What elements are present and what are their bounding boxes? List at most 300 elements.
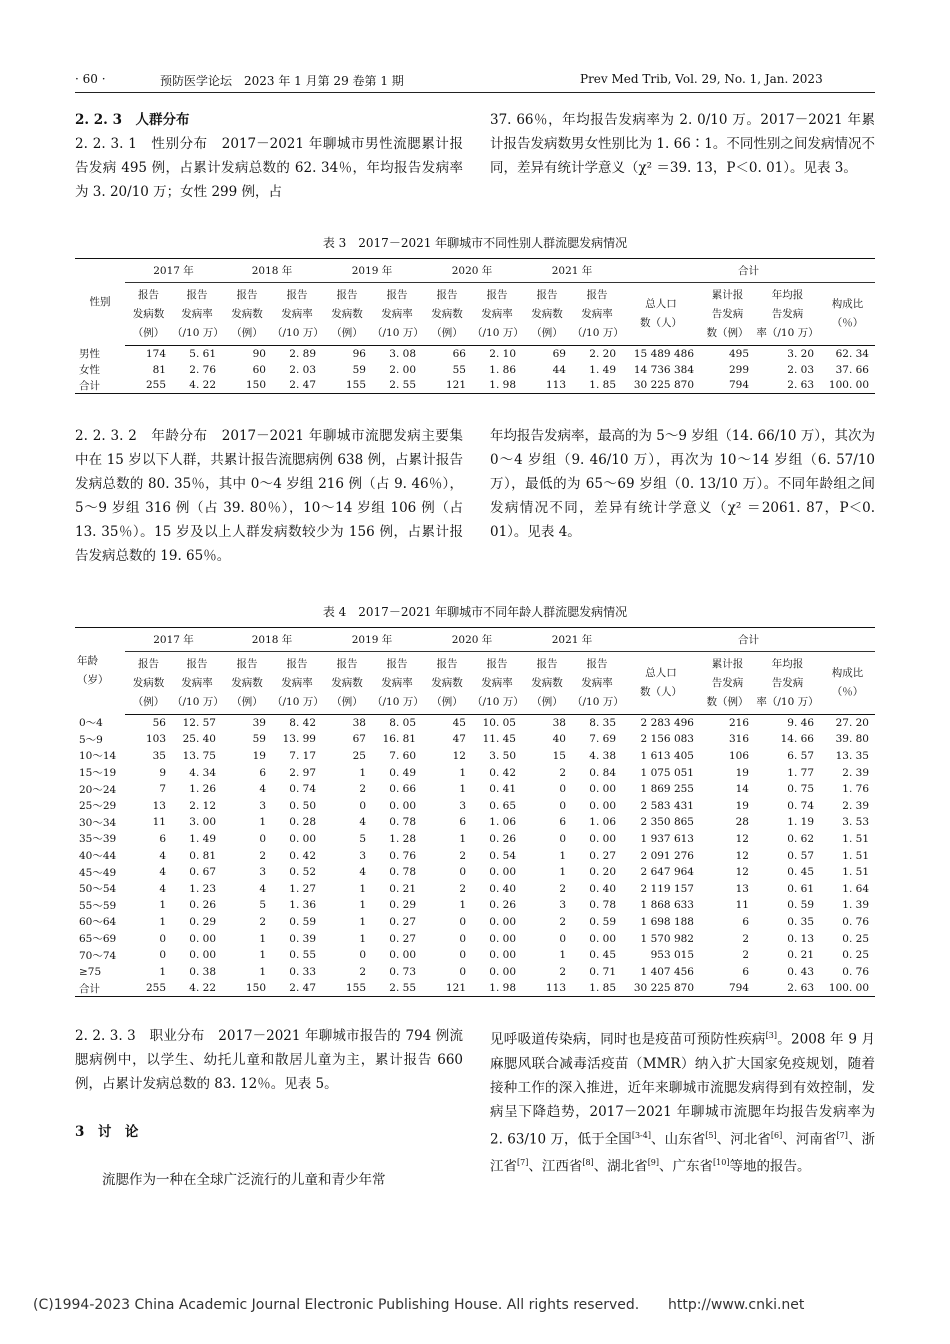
table-cell: 2. 63 xyxy=(755,378,820,394)
row-label-cell: 15～19 xyxy=(79,767,117,780)
table-cell: 2 119 157 xyxy=(640,882,694,895)
table-cell: 1. 85 xyxy=(572,378,622,394)
table-cell: 0. 74 xyxy=(787,799,814,812)
table-cell: 66 xyxy=(452,347,466,360)
table-cell: 4. 38 xyxy=(589,749,616,762)
table-cell: 38 xyxy=(352,717,366,730)
table-cell: 4 xyxy=(259,783,266,796)
paragraph-discussion-right xyxy=(490,1024,875,1179)
table-cell: 2 xyxy=(259,915,266,928)
citation-ref: [8] xyxy=(582,1158,594,1167)
table-cell: 0 xyxy=(259,832,266,845)
table-cell: 2 xyxy=(559,882,566,895)
table3-header-rate: 报告 发病率 （/10 万） xyxy=(372,283,422,346)
table4-header-rate: 报告 发病率 （/10 万） xyxy=(372,652,422,715)
table3-header-cases: 报告 发病数 （例） xyxy=(422,283,472,346)
table-cell: 2 091 276 xyxy=(640,849,694,862)
table-cell: 1. 36 xyxy=(289,899,316,912)
table-cell: 155 xyxy=(322,980,372,997)
table4-header-age: 年龄 （岁） xyxy=(75,628,125,715)
table-cell: 2. 39 xyxy=(842,766,869,779)
row-label-cell: 50～54 xyxy=(79,883,117,896)
left-column-top xyxy=(75,108,463,204)
table-cell: 0. 29 xyxy=(389,899,416,912)
table-cell: 13. 75 xyxy=(182,749,216,762)
table3-header-pop: 总人口 数（人） xyxy=(622,283,700,346)
table-cell: 1 698 188 xyxy=(640,915,694,928)
left-column-mid xyxy=(75,424,463,568)
table-cell: 0 xyxy=(459,932,466,945)
table-cell: 0. 25 xyxy=(842,932,869,945)
table-cell: 6 xyxy=(159,832,166,845)
table-cell: 14 736 384 xyxy=(633,363,694,376)
table-cell: 1 xyxy=(559,949,566,962)
table-cell: 1 868 633 xyxy=(640,899,694,912)
table-cell: 4. 34 xyxy=(189,766,216,779)
table-cell: 0. 54 xyxy=(489,849,516,862)
table-cell: 0. 59 xyxy=(787,899,814,912)
table4-header-year: 2017 年 xyxy=(125,628,222,652)
right-column-mid xyxy=(490,424,875,544)
table-cell: 0. 21 xyxy=(389,882,416,895)
table-cell: 37. 66 xyxy=(835,363,869,376)
table-cell: 5. 61 xyxy=(189,347,216,360)
table-cell: 0. 61 xyxy=(787,882,814,895)
right-column-top xyxy=(490,108,875,180)
table-cell: 1. 98 xyxy=(472,980,522,997)
paragraph-discussion-left: 流腮作为一种在全球广泛流行的儿童和青少年常 xyxy=(102,1172,386,1188)
table-cell: 794 xyxy=(700,378,755,394)
table-cell: 1 xyxy=(359,899,366,912)
table-cell: 1 xyxy=(459,832,466,845)
discussion-text-province: 、广东省 xyxy=(659,1158,714,1175)
table-cell: 59 xyxy=(252,733,266,746)
table-cell: 1 937 613 xyxy=(640,832,694,845)
table3-header-total: 合计 xyxy=(622,259,875,283)
table-cell: 45 xyxy=(452,717,466,730)
table-cell: 0. 62 xyxy=(787,832,814,845)
table-cell: 1 xyxy=(259,965,266,978)
table-cell: 121 xyxy=(422,980,472,997)
table-cell: 2. 89 xyxy=(289,347,316,360)
table-cell: 25. 40 xyxy=(182,733,216,746)
table-cell: 103 xyxy=(145,733,166,746)
row-label-cell: 合计 xyxy=(75,378,125,394)
row-label-cell: 女性 xyxy=(79,364,100,376)
table3-header-share: 构成比 （％） xyxy=(820,283,875,346)
left-column-bottom xyxy=(75,1024,463,1192)
table-cell: 4. 22 xyxy=(172,980,222,997)
table-cell: 44 xyxy=(552,363,566,376)
section-heading-2-2-3: 2. 2. 3 人群分布 xyxy=(75,112,190,128)
table3-header-rate: 报告 发病率 （/10 万） xyxy=(472,283,522,346)
section-heading-discussion: 3 讨 论 xyxy=(75,1124,139,1140)
table-cell: 1 xyxy=(459,783,466,796)
table-cell: 0 xyxy=(459,866,466,879)
table-cell: 2. 00 xyxy=(389,363,416,376)
row-label-cell: 60～64 xyxy=(79,916,117,929)
table-cell: 2 647 964 xyxy=(640,866,694,879)
table-cell: 5 xyxy=(259,899,266,912)
table-cell: 6 xyxy=(459,816,466,829)
table-cell: 255 xyxy=(125,378,172,394)
table-row xyxy=(75,378,875,394)
table4-header-share: 构成比 （％） xyxy=(820,652,875,715)
table-cell: 0 xyxy=(559,783,566,796)
table-cell: 0 xyxy=(359,949,366,962)
table-cell: 0. 73 xyxy=(389,965,416,978)
table-cell: 0. 00 xyxy=(189,932,216,945)
table-cell: 4 xyxy=(359,816,366,829)
table-cell: 12 xyxy=(735,866,749,879)
table-row xyxy=(75,831,875,848)
table-cell: 1. 28 xyxy=(389,832,416,845)
table-cell: 13. 99 xyxy=(282,733,316,746)
table4-body xyxy=(75,715,875,997)
table-cell: 0. 52 xyxy=(289,866,316,879)
table-cell: 0. 81 xyxy=(189,849,216,862)
table-cell: 56 xyxy=(152,717,166,730)
table3-header-year: 2018 年 xyxy=(222,259,322,283)
table4-header-year: 2021 年 xyxy=(522,628,622,652)
citation-ref: [3] xyxy=(765,1031,777,1040)
table-cell: 316 xyxy=(728,733,749,746)
table-cell: 30 225 870 xyxy=(622,980,700,997)
table-cell: 1. 06 xyxy=(489,816,516,829)
table-cell: 1. 49 xyxy=(189,832,216,845)
table-cell: 19 xyxy=(252,749,266,762)
table-cell: 0. 78 xyxy=(389,866,416,879)
table-row xyxy=(75,914,875,931)
table-row xyxy=(75,930,875,947)
table-cell: 0. 45 xyxy=(589,949,616,962)
table-cell: 1 xyxy=(559,866,566,879)
table-cell: 1 075 051 xyxy=(640,766,694,779)
table-cell: 2. 55 xyxy=(372,378,422,394)
table-cell: 0. 42 xyxy=(489,766,516,779)
table-cell: 0. 42 xyxy=(289,849,316,862)
discussion-text-province: 、河南省 xyxy=(782,1131,837,1147)
table-cell: 0 xyxy=(459,949,466,962)
table-cell: 0 xyxy=(459,915,466,928)
table-cell: 5 xyxy=(359,832,366,845)
table3-header-sex: 性别 xyxy=(75,259,125,346)
table3-header-rate: 报告 发病率 （/10 万） xyxy=(272,283,322,346)
table-cell: 1. 27 xyxy=(289,882,316,895)
table-cell: 0. 76 xyxy=(842,965,869,978)
table4-header-cases: 报告 发病数 （例） xyxy=(125,652,172,715)
table-cell: 0. 57 xyxy=(787,849,814,862)
table-cell: 81 xyxy=(152,363,166,376)
table-cell: 0. 20 xyxy=(589,866,616,879)
table-cell: 12. 57 xyxy=(182,717,216,730)
table-cell: 0. 71 xyxy=(589,965,616,978)
table-cell: 2. 12 xyxy=(189,799,216,812)
table-cell: 0. 00 xyxy=(589,832,616,845)
table-cell: 1 xyxy=(159,899,166,912)
table-cell: 1 xyxy=(259,816,266,829)
table-cell: 0. 00 xyxy=(189,949,216,962)
table-cell: 0. 26 xyxy=(189,899,216,912)
table-cell: 13 xyxy=(735,882,749,895)
table-cell: 1. 49 xyxy=(589,363,616,376)
table-cell: 15 xyxy=(552,749,566,762)
table-row xyxy=(75,947,875,964)
table3 xyxy=(75,258,875,394)
page-number: · 60 · xyxy=(75,72,106,86)
table-row xyxy=(75,797,875,814)
journal-title-en: Prev Med Trib, Vol. 29, No. 1, Jan. 2023 xyxy=(580,72,823,86)
table-cell: 0. 00 xyxy=(589,932,616,945)
table-cell: 11. 45 xyxy=(482,733,516,746)
row-label-cell: 合计 xyxy=(75,980,125,997)
discussion-text-province: 、湖北省 xyxy=(593,1158,648,1175)
table-cell: 150 xyxy=(222,378,272,394)
table-row xyxy=(75,814,875,831)
table-cell: 1. 51 xyxy=(842,832,869,845)
table3-header-cases: 报告 发病数 （例） xyxy=(522,283,572,346)
row-label-cell: 65～69 xyxy=(79,933,117,946)
citation-ref: [5] xyxy=(705,1130,717,1140)
table-cell: 2. 10 xyxy=(489,347,516,360)
table-cell: 39. 80 xyxy=(835,733,869,746)
table-cell: 2 xyxy=(359,965,366,978)
table-cell: 0. 35 xyxy=(787,915,814,928)
journal-title-cn: 预防医学论坛 2023 年 1 月第 29 卷第 1 期 xyxy=(160,74,404,88)
row-label-cell: 20～24 xyxy=(79,783,117,796)
table-cell: 16. 81 xyxy=(382,733,416,746)
table-cell: 2. 39 xyxy=(842,799,869,812)
row-label-cell: 10～14 xyxy=(79,750,117,763)
table-cell: 1. 77 xyxy=(787,766,814,779)
table-cell: 0. 76 xyxy=(842,915,869,928)
table3-header-year: 2019 年 xyxy=(322,259,422,283)
table-cell: 1 xyxy=(459,899,466,912)
table-row xyxy=(75,731,875,748)
table-cell: 2 xyxy=(742,932,749,945)
table-row xyxy=(75,764,875,781)
table-cell: 0. 28 xyxy=(289,816,316,829)
table-cell: 0. 33 xyxy=(289,965,316,978)
table-cell: 0 xyxy=(559,832,566,845)
table-cell: 0. 00 xyxy=(489,965,516,978)
table-cell: 0. 78 xyxy=(589,899,616,912)
discussion-text-province: 、浙江省 xyxy=(490,1131,876,1175)
table-cell: 0. 27 xyxy=(389,932,416,945)
table-cell: 2 xyxy=(359,783,366,796)
table-cell: 1 869 255 xyxy=(640,783,694,796)
table-cell: 3. 20 xyxy=(787,347,814,360)
table-cell: 0. 50 xyxy=(289,799,316,812)
table-cell: 0. 00 xyxy=(389,949,416,962)
table-cell: 2 xyxy=(742,949,749,962)
table-cell: 1 407 456 xyxy=(640,965,694,978)
table-cell: 155 xyxy=(322,378,372,394)
citation-ref: [10] xyxy=(713,1158,730,1167)
table-row xyxy=(75,847,875,864)
table-cell: 113 xyxy=(522,378,572,394)
table-cell: 0. 26 xyxy=(489,899,516,912)
table3-header-annual: 年均报 告发病 率（/10 万） xyxy=(755,283,820,346)
copyright-notice: (C)1994-2023 China Academic Journal Electronic Publishing House. All rights reserved. xyxy=(33,1297,640,1313)
cnki-link[interactable]: http://www.cnki.net xyxy=(668,1297,805,1313)
table-cell: 1 xyxy=(359,915,366,928)
table-row xyxy=(75,864,875,881)
table-cell: 0. 00 xyxy=(589,799,616,812)
table-cell: 11 xyxy=(735,899,749,912)
citation-ref: [7] xyxy=(836,1130,848,1140)
table-cell: 0 xyxy=(159,932,166,945)
table-cell: 2 xyxy=(459,882,466,895)
row-label-cell: 男性 xyxy=(79,348,100,360)
row-label-cell: 55～59 xyxy=(79,899,117,912)
table-cell: 1. 85 xyxy=(572,980,622,997)
table-cell: 67 xyxy=(352,733,366,746)
table-cell: 0. 76 xyxy=(389,849,416,862)
table-cell: 0. 74 xyxy=(289,783,316,796)
table-cell: 2 xyxy=(259,849,266,862)
table-cell: 35 xyxy=(152,749,166,762)
paragraph-age-distribution-right: 年均报告发病率，最高的为 5～9 岁组（14. 66/10 万），其次为 0～4 岁组（9. 46/10 万），再次为 10～14 岁组（6. 57/10 万），最低的为 65～69 岁组（0. 13/10 万）。不同年龄组之间发病情况不同，差异有统计学意义（χ² ＝2061. 87，P＜0. 01）。见表 4。 xyxy=(490,428,875,540)
table-cell: 1. 39 xyxy=(842,899,869,912)
table-cell: 0. 27 xyxy=(589,849,616,862)
table-cell: 0. 25 xyxy=(842,949,869,962)
paragraph-sex-distribution-left: 2. 2. 3. 1 性别分布 2017－2021 年聊城市男性流腮累计报告发病 495 例，占累计发病总数的 62. 34％，年均报告发病率为 3. 20/10 万；女性 299 例，占 xyxy=(75,136,463,200)
table4-header-year: 2020 年 xyxy=(422,628,522,652)
table-cell: 6 xyxy=(259,766,266,779)
citation-ref: [9] xyxy=(647,1158,660,1167)
table-cell: 1 570 982 xyxy=(640,932,694,945)
table-cell: 0. 40 xyxy=(589,882,616,895)
table-cell: 12 xyxy=(735,832,749,845)
table-cell: 0. 27 xyxy=(389,915,416,928)
table-cell: 0. 41 xyxy=(489,783,516,796)
table-row xyxy=(75,880,875,897)
table4-header-rate: 报告 发病率 （/10 万） xyxy=(272,652,322,715)
table-cell: 0 xyxy=(459,965,466,978)
table-cell: 1 xyxy=(359,932,366,945)
table-row xyxy=(75,748,875,765)
citation-ref: [7] xyxy=(517,1158,529,1167)
row-label-cell: 40～44 xyxy=(79,850,117,863)
table-cell: 69 xyxy=(552,347,566,360)
table-cell: 1. 98 xyxy=(472,378,522,394)
table4-header-cases: 报告 发病数 （例） xyxy=(222,652,272,715)
table4-header-cum: 累计报 告发病 数（例） xyxy=(700,652,755,715)
table-cell: 1. 26 xyxy=(189,783,216,796)
table-cell: 0. 29 xyxy=(189,915,216,928)
table-cell: 1. 23 xyxy=(189,882,216,895)
table3-caption: 表 3 2017－2021 年聊城市不同性别人群流腮发病情况 xyxy=(322,236,628,250)
table4-header-cases: 报告 发病数 （例） xyxy=(522,652,572,715)
table-cell: 30 225 870 xyxy=(622,378,700,394)
table-cell: 150 xyxy=(222,980,272,997)
table-cell: 2 xyxy=(559,766,566,779)
table-cell: 10. 05 xyxy=(482,717,516,730)
table-cell: 4 xyxy=(159,866,166,879)
table-cell: 1. 51 xyxy=(842,849,869,862)
table-cell: 3 xyxy=(459,799,466,812)
table-cell: 7. 69 xyxy=(589,733,616,746)
table3-header-cases: 报告 发病数 （例） xyxy=(125,283,172,346)
table-cell: 2. 47 xyxy=(272,378,322,394)
table-cell: 4. 22 xyxy=(172,378,222,394)
table-cell: 7 xyxy=(159,783,166,796)
table-row xyxy=(75,346,875,362)
table-cell: 1. 64 xyxy=(842,882,869,895)
table-cell: 3 xyxy=(559,899,566,912)
table-cell: 7. 17 xyxy=(289,749,316,762)
table-cell: 0. 00 xyxy=(589,783,616,796)
table-cell: 9 xyxy=(159,766,166,779)
table-cell: 47 xyxy=(452,733,466,746)
table-cell: 0. 00 xyxy=(489,949,516,962)
table-cell: 14. 66 xyxy=(780,733,814,746)
table-cell: 8. 42 xyxy=(289,717,316,730)
table-row xyxy=(75,897,875,914)
table-cell: 90 xyxy=(252,347,266,360)
table4-header-year: 2019 年 xyxy=(322,628,422,652)
table4-header-rate: 报告 发病率 （/10 万） xyxy=(572,652,622,715)
table-cell: 39 xyxy=(252,717,266,730)
table-cell: 113 xyxy=(522,980,572,997)
table3-body xyxy=(75,346,875,394)
table-cell: 15 489 486 xyxy=(633,347,694,360)
table-cell: 0. 13 xyxy=(787,932,814,945)
table-cell: 3. 00 xyxy=(189,816,216,829)
table-cell: 14 xyxy=(735,783,749,796)
table-cell: 0 xyxy=(359,799,366,812)
table-cell: 27. 20 xyxy=(835,717,869,730)
table3-header-cases: 报告 发病数 （例） xyxy=(222,283,272,346)
table4-header-pop: 总人口 数（人） xyxy=(622,652,700,715)
table-cell: 0. 55 xyxy=(289,949,316,962)
discussion-text-province: 、江西省 xyxy=(528,1158,583,1175)
table-cell: 2 xyxy=(559,915,566,928)
table-cell: 59 xyxy=(352,363,366,376)
table-cell: 0. 26 xyxy=(489,832,516,845)
table3-header-rate: 报告 发病率 （/10 万） xyxy=(572,283,622,346)
row-label-cell: 45～49 xyxy=(79,866,117,879)
table-row xyxy=(75,362,875,378)
table-cell: 60 xyxy=(252,363,266,376)
table-cell: 19 xyxy=(735,799,749,812)
table-cell: 1 613 405 xyxy=(640,749,694,762)
table-cell: 100. 00 xyxy=(820,378,875,394)
row-label-cell: 35～39 xyxy=(79,833,117,846)
table-cell: 1. 06 xyxy=(589,816,616,829)
table-cell: 6. 57 xyxy=(787,749,814,762)
table-row xyxy=(75,980,875,997)
table3-header-cum: 累计报 告发病 数（例） xyxy=(700,283,755,346)
table-cell: 1 xyxy=(459,766,466,779)
table-cell: 0. 21 xyxy=(787,949,814,962)
table-cell: 216 xyxy=(728,717,749,730)
table-cell: 2 xyxy=(559,965,566,978)
header-rule xyxy=(75,92,875,93)
table-cell: 25 xyxy=(352,749,366,762)
table-cell: 0. 59 xyxy=(589,915,616,928)
table4-header-cases: 报告 发病数 （例） xyxy=(322,652,372,715)
row-label-cell: 0～4 xyxy=(79,717,103,730)
table-cell: 3 xyxy=(259,799,266,812)
table-cell: 55 xyxy=(452,363,466,376)
table3-header-year: 2020 年 xyxy=(422,259,522,283)
table3-header-year: 2017 年 xyxy=(125,259,222,283)
table-cell: 11 xyxy=(152,816,166,829)
table3-header-cases: 报告 发病数 （例） xyxy=(322,283,372,346)
table-cell: 1 xyxy=(559,849,566,862)
